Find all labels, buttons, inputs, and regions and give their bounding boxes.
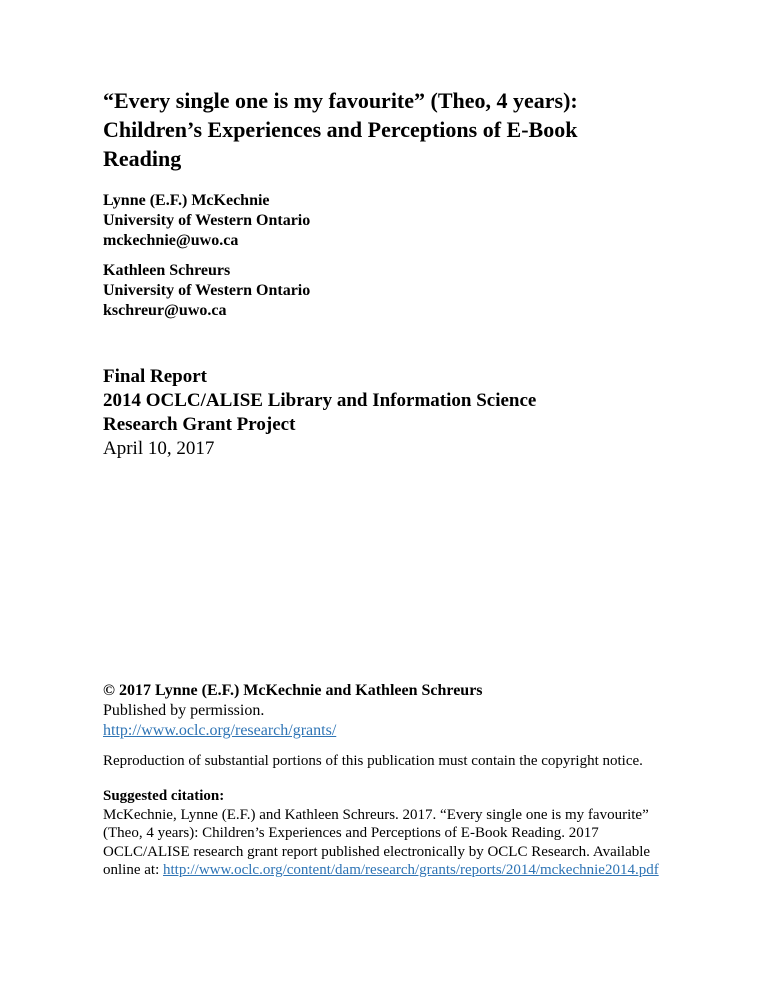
title-line: Reading [103,146,182,171]
citation-paragraph [103,806,678,880]
citation-text: McKechnie, Lynne (E.F.) and Kathleen Schreurs. 2017. “Every single one is my favourite” (Theo, 4 years): Children’s Experiences and Perceptions of E-Book Reading. 2017 OCLC/ALISE research grant report published electronically by OCLC Research. Available online at: [103,806,651,878]
author-name: Kathleen Schreurs [103,262,231,279]
copyright-block [103,681,678,741]
suggested-citation-block [103,787,678,880]
author-affiliation: University of Western Ontario [103,212,311,229]
reproduction-notice [103,752,678,771]
report-heading-line: 2014 OCLC/ALISE Library and Information Science [103,390,537,411]
title-line: Children’s Experiences and Perceptions of E-Book [103,117,578,142]
citation-label: Suggested citation: [103,788,225,804]
report-heading-line: Final Report [103,366,207,387]
copyright-notice: © 2017 Lynne (E.F.) McKechnie and Kathleen Schreurs [103,682,483,699]
report-pdf-link[interactable]: http://www.oclc.org/content/dam/research/grants/reports/2014/mckechnie2014.pdf [163,862,659,878]
author-block-mckechnie [103,191,678,251]
author-email: mckechnie@uwo.ca [103,232,239,249]
oclc-grants-link[interactable]: http://www.oclc.org/research/grants/ [103,722,337,739]
report-heading-line: Research Grant Project [103,414,296,435]
permission-statement: Published by permission. [103,702,265,719]
report-date: April 10, 2017 [103,438,215,459]
author-block-schreurs [103,261,678,321]
document-title [103,86,678,173]
report-heading-block [103,365,678,461]
author-name: Lynne (E.F.) McKechnie [103,192,270,209]
title-line: “Every single one is my favourite” (Theo, 4 years): [103,88,578,113]
author-email: kschreur@uwo.ca [103,302,227,319]
reproduction-notice-text: Reproduction of substantial portions of this publication must contain the copyright notice. [103,753,643,769]
author-affiliation: University of Western Ontario [103,282,311,299]
